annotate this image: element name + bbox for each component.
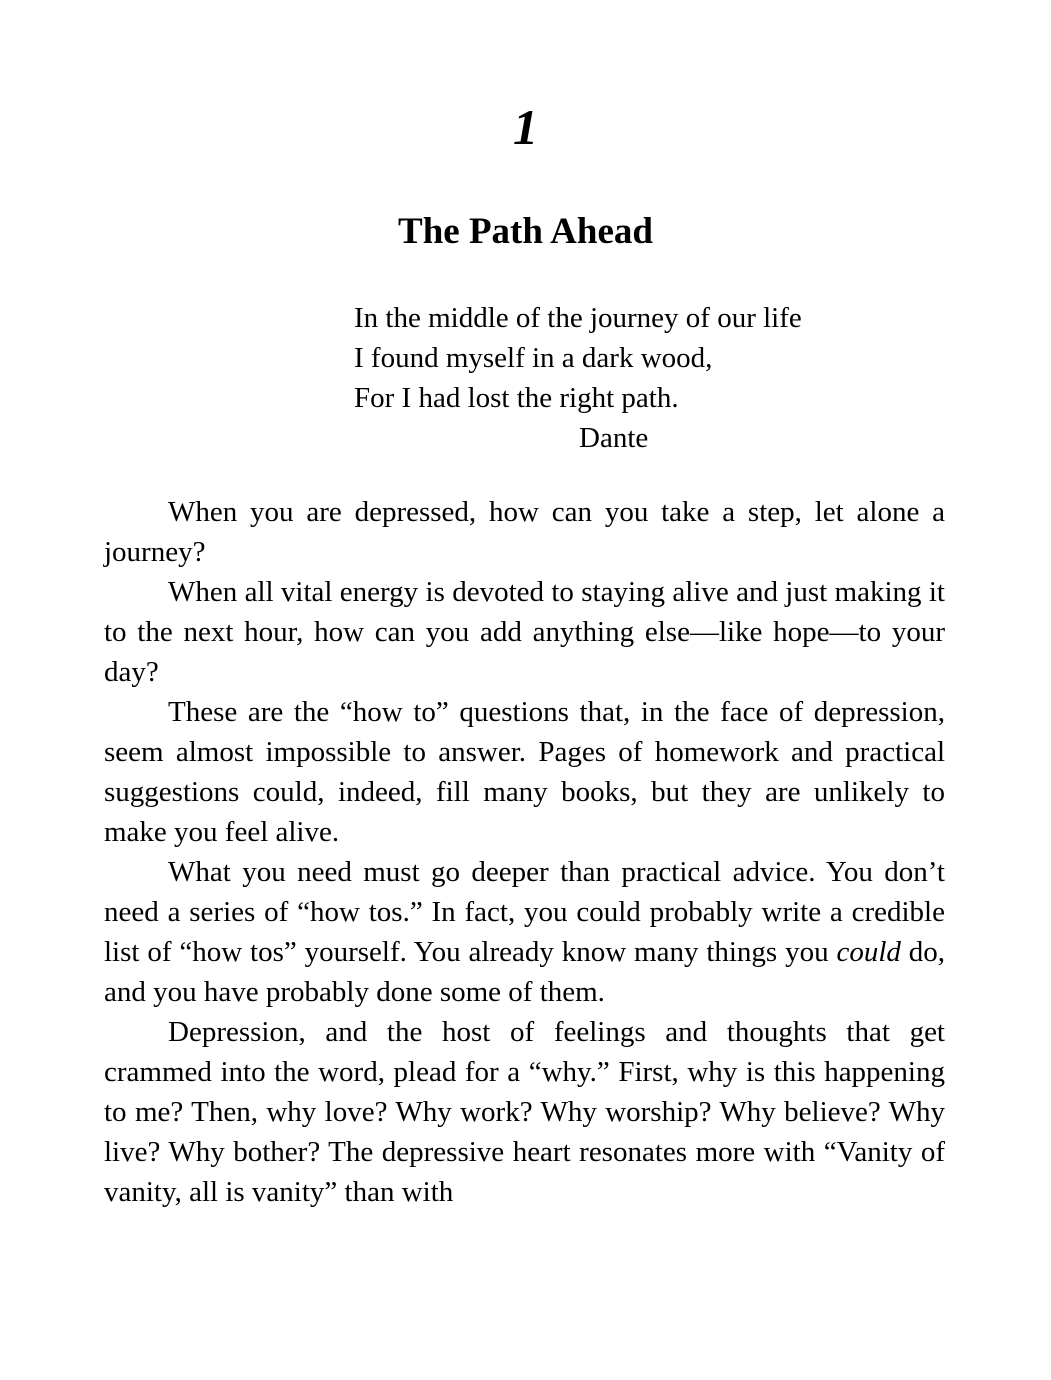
epigraph-line: I found myself in a dark wood,	[354, 342, 713, 374]
paragraph	[104, 852, 945, 1012]
epigraph-line: For I had lost the right path.	[354, 382, 679, 414]
paragraph: These are the “how to” questions that, in the face of depression, seem almost impossible to answer. Pages of homework and practical suggestions could, indeed, fill many books, but they are unlikely to make you feel alive.	[104, 696, 945, 848]
paragraph-text: do, and you have probably done some of them.	[104, 936, 945, 1008]
paragraph: When you are depressed, how can you take a step, let alone a journey?	[104, 496, 945, 568]
paragraph-text: What you need must go deeper than practical advice. You don’t need a series of “how tos.” In fact, you could probably write a credible list of “how tos” yourself. You already know many things you	[104, 856, 945, 968]
chapter-number: 1	[513, 99, 538, 155]
epigraph	[354, 298, 914, 458]
emphasis-text: could	[836, 936, 901, 968]
epigraph-line: In the middle of the journey of our life	[354, 302, 802, 334]
chapter-title: The Path Ahead	[398, 211, 653, 252]
epigraph-attribution: Dante	[579, 422, 649, 454]
paragraph: When all vital energy is devoted to staying alive and just making it to the next hour, how can you add anything else—like hope—to your day?	[104, 576, 945, 688]
paragraph: Depression, and the host of feelings and thoughts that get crammed into the word, plead for a “why.” First, why is this happening to me? Then, why love? Why work? Why worship? Why believe? Why live? Why bother? The depressive heart resonates more with “Vanity of vanity, all is vanity” than with	[104, 1016, 945, 1208]
body-text	[104, 492, 945, 1212]
